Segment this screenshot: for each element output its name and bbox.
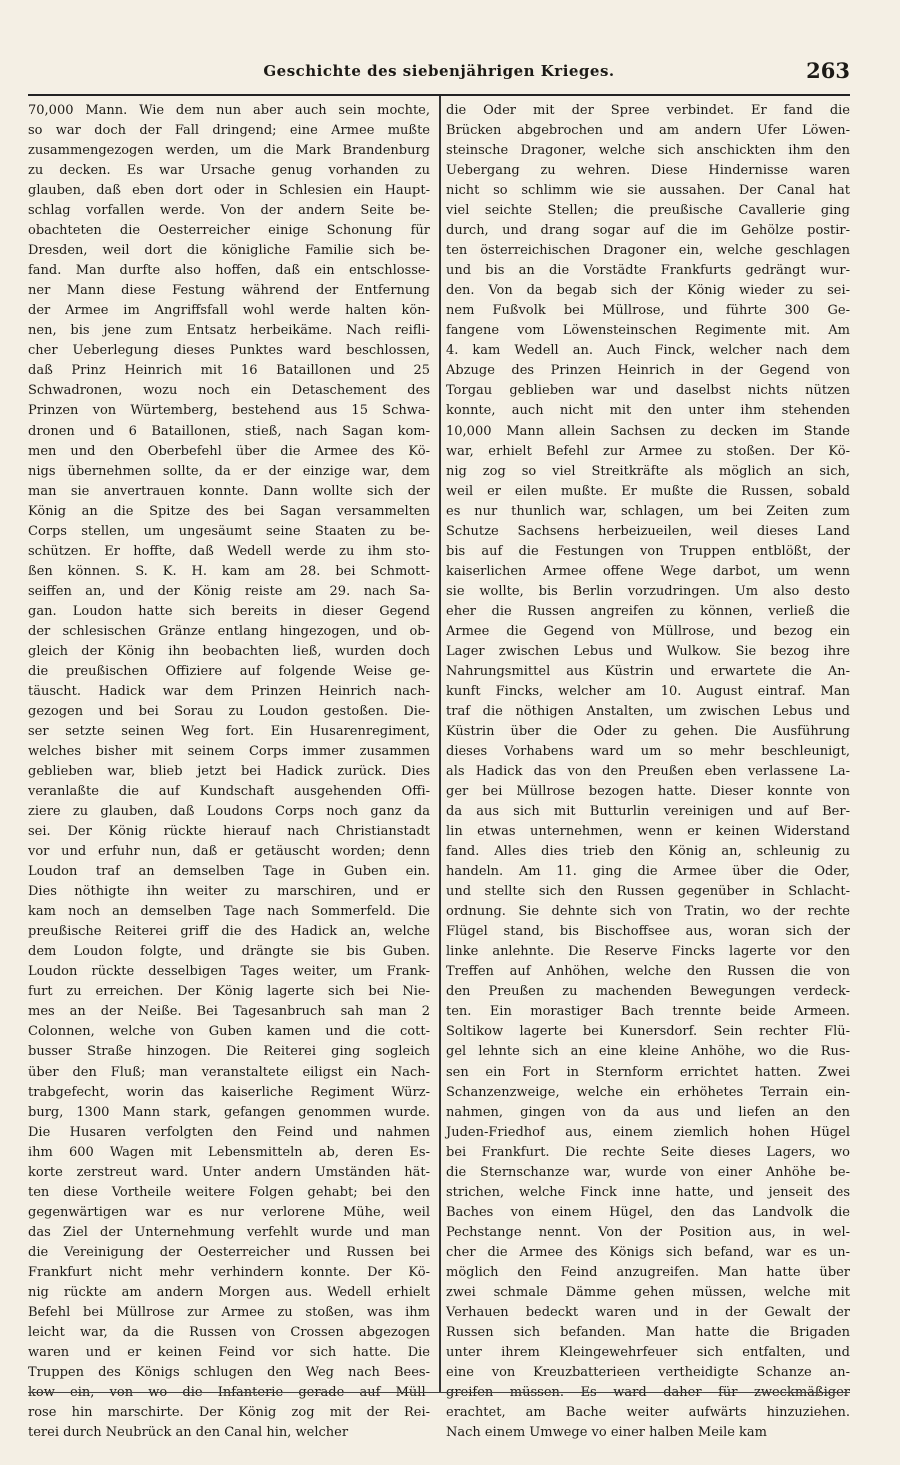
text-line: und bis an die Vorstädte Frankfurts gedrängt wur-	[446, 263, 850, 279]
text-line: Brücken abgebrochen und am andern Ufer Löwen-	[446, 123, 850, 139]
text-line: sie wollte, bis Berlin vorzudringen. Um also desto	[446, 583, 850, 599]
text-line: cher Ueberlegung dieses Punktes ward beschlossen,	[28, 343, 430, 359]
text-line: lin etwas unternehmen, wenn er keinen Widerstand	[446, 824, 850, 840]
text-line: rose hin marschirte. Der König zog mit der Rei-	[28, 1405, 430, 1421]
text-line: dronen und 6 Bataillonen, stieß, nach Sagan kom-	[28, 423, 430, 439]
text-line: geblieben war, blieb jetzt bei Hadick zurück. Dies	[28, 764, 430, 780]
column-divider	[439, 96, 441, 1392]
text-line: Schutze Sachsens herbeizueilen, weil dieses Land	[446, 523, 850, 539]
text-line: dem Loudon folgte, und drängte sie bis Guben.	[28, 944, 430, 960]
text-line: die preußischen Offiziere auf folgende Weise ge-	[28, 663, 430, 679]
text-line: nig rückte am andern Morgen aus. Wedell erhielt	[28, 1284, 430, 1300]
text-line: leicht war, da die Russen von Crossen abgezogen	[28, 1324, 430, 1340]
text-line: trabgefecht, worin das kaiserliche Regiment Würz-	[28, 1084, 430, 1100]
text-line: schlag vorfallen werde. Von der andern Seite be-	[28, 203, 430, 219]
text-line: preußische Reiterei griff die des Hadick an, welche	[28, 924, 430, 940]
text-line: dieses Vorhabens ward um so mehr beschleunigt,	[446, 744, 850, 759]
text-line: Schwadronen, wozu noch ein Detaschement des	[28, 383, 430, 399]
text-line: greifen müssen. Es ward daher für zweckmäßiger	[446, 1385, 850, 1400]
text-line: und stellte sich den Russen gegenüber in Schlacht-	[446, 884, 850, 900]
text-line: furt zu erreichen. Der König lagerte sich bei Nie-	[28, 984, 430, 1000]
text-line: cher die Armee des Königs sich befand, war es un-	[446, 1244, 850, 1260]
text-line: so war doch der Fall dringend; eine Armee mußte	[28, 123, 430, 139]
text-line: Verhauen bedeckt waren und in der Gewalt der	[446, 1304, 850, 1320]
text-line: Schanzenzweige, welche ein erhöhetes Terrain ein-	[446, 1084, 850, 1100]
text-line: Colonnen, welche von Guben kamen und die cott-	[28, 1024, 430, 1040]
text-line: Dies nöthigte ihn weiter zu marschiren, und er	[28, 884, 430, 900]
page-number: 263	[806, 58, 850, 83]
text-line: zu decken. Es war Ursache genug vorhanden zu	[28, 163, 430, 179]
text-line: waren und er keinen Feind vor sich hatte. Die	[28, 1344, 430, 1360]
text-line: erachtet, am Bache weiter aufwärts hinzuziehen.	[446, 1405, 850, 1421]
text-line: Befehl bei Müllrose zur Armee zu stoßen, was ihm	[28, 1304, 430, 1320]
text-line: nahmen, gingen von da aus und liefen an den	[446, 1104, 850, 1120]
text-line: sen ein Fort in Sternform errichtet hatten. Zwei	[446, 1064, 850, 1080]
text-line: das Ziel der Unternehmung verfehlt wurde und man	[28, 1224, 430, 1240]
text-line: ner Mann diese Festung während der Entfernung	[28, 283, 430, 299]
text-line: welches bisher mit seinem Corps immer zusammen	[28, 744, 430, 759]
text-line: men und den Oberbefehl über die Armee des Kö-	[28, 443, 430, 459]
text-line: nigs übernehmen sollte, da er der einzige war, dem	[28, 463, 430, 479]
text-line: 10,000 Mann allein Sachsen zu decken im Stande	[446, 423, 850, 439]
text-line: Uebergang zu wehren. Diese Hindernisse waren	[446, 163, 850, 179]
left-column	[28, 101, 430, 1441]
text-line: burg, 1300 Mann stark, gefangen genommen wurde.	[28, 1104, 430, 1120]
text-line: mes an der Neiße. Bei Tagesanbruch sah man 2	[28, 1004, 430, 1020]
text-line: den. Von da begab sich der König wieder zu sei-	[446, 283, 850, 299]
text-line: bis auf die Festungen von Truppen entblößt, der	[446, 543, 850, 559]
text-line: nen, bis jene zum Entsatz herbeikäme. Nach reifli-	[28, 323, 430, 339]
text-line: Corps stellen, um ungesäumt seine Staaten zu be-	[28, 523, 430, 539]
text-line: die Sternschanze war, wurde von einer Anhöhe be-	[446, 1164, 850, 1180]
text-line: 70,000 Mann. Wie dem nun aber auch sein mochte,	[28, 103, 430, 118]
text-line: war, erhielt Befehl zur Armee zu stoßen. Der Kö-	[446, 443, 850, 459]
text-line: zusammengezogen werden, um die Mark Brandenburg	[28, 143, 430, 159]
text-line: Pechstange nennt. Von der Position aus, in wel-	[446, 1224, 850, 1240]
text-line: traf die nöthigen Anstalten, um zwischen Lebus und	[446, 703, 850, 719]
text-line: gezogen und bei Sorau zu Loudon gestoßen. Die-	[28, 703, 430, 719]
text-line: handeln. Am 11. ging die Armee über die Oder,	[446, 864, 850, 880]
text-line: möglich den Feind anzugreifen. Man hatte über	[446, 1264, 850, 1280]
right-column	[446, 101, 850, 1441]
text-line: Frankfurt nicht mehr verhindern konnte. Der Kö-	[28, 1264, 430, 1280]
text-line: Soltikow lagerte bei Kunersdorf. Sein rechter Flü-	[446, 1024, 850, 1040]
text-line: Küstrin über die Oder zu gehen. Die Ausführung	[446, 723, 850, 739]
text-line: Loudon rückte desselbigen Tages weiter, um Frank-	[28, 964, 430, 980]
text-line: eine von Kreuzbatterieen vertheidigte Schanze an-	[446, 1364, 850, 1380]
text-line: Flügel stand, bis Bischoffsee aus, woran sich der	[446, 924, 850, 940]
text-line: als Hadick das von den Preußen eben verlassene La-	[446, 764, 850, 780]
text-line: Die Husaren verfolgten den Feind und nahmen	[28, 1124, 430, 1140]
text-line: Armee die Gegend von Müllrose, und bezog ein	[446, 623, 850, 639]
text-line: seiffen an, und der König reiste am 29. nach Sa-	[28, 583, 430, 599]
text-line: fand. Man durfte also hoffen, daß ein entschlosse-	[28, 263, 430, 279]
text-line: Lager zwischen Lebus und Wulkow. Sie bezog ihre	[446, 643, 850, 659]
text-line: veranlaßte die auf Kundschaft ausgehenden Offi-	[28, 784, 430, 800]
text-line: weil er eilen mußte. Er mußte die Russen, sobald	[446, 483, 850, 499]
text-line: kaiserlichen Armee offene Wege darbot, um wenn	[446, 563, 850, 579]
text-line: 4. kam Wedell an. Auch Finck, welcher nach dem	[446, 343, 850, 359]
text-line: kam noch an demselben Tage nach Sommerfeld. Die	[28, 904, 430, 920]
text-line: Baches von einem Hügel, den das Landvolk die	[446, 1204, 850, 1220]
text-line: Nahrungsmittel aus Küstrin und erwartete die An-	[446, 663, 850, 679]
text-line: sei. Der König rückte hierauf nach Christianstadt	[28, 824, 430, 840]
text-line: konnte, auch nicht mit den unter ihm stehenden	[446, 403, 850, 419]
text-line: es nur thunlich war, schlagen, um bei Zeiten zum	[446, 503, 850, 519]
text-line: ihm 600 Wagen mit Lebensmitteln ab, deren Es-	[28, 1144, 430, 1160]
text-line: ger bei Müllrose bezogen hatte. Dieser konnte von	[446, 784, 850, 800]
text-line: ten diese Vortheile weitere Folgen gehabt; bei den	[28, 1184, 430, 1200]
text-line: Nach einem Umwege vo einer halben Meile kam	[446, 1425, 768, 1441]
text-line: unter ihrem Kleingewehrfeuer sich entfalten, und	[446, 1344, 850, 1360]
text-line: fangene vom Löwensteinschen Regimente mit. Am	[446, 323, 850, 339]
text-line: schützen. Er hoffte, daß Wedell werde zu ihm sto-	[28, 543, 430, 559]
text-line: nicht so schlimm wie sie aussahen. Der Canal hat	[446, 183, 850, 199]
text-line: gan. Loudon hatte sich bereits in dieser Gegend	[28, 603, 430, 619]
text-line: kow ein, von wo die Infanterie gerade auf Müll-	[28, 1385, 430, 1400]
text-line: korte zerstreut ward. Unter andern Umständen hät-	[28, 1164, 430, 1180]
text-line: fand. Alles dies trieb den König an, schleunig zu	[446, 844, 850, 860]
page-header	[28, 58, 850, 94]
text-line: nem Fußvolk bei Müllrose, und führte 300 Ge-	[446, 303, 850, 319]
text-line: Dresden, weil dort die königliche Familie sich be-	[28, 243, 430, 259]
text-line: die Oder mit der Spree verbindet. Er fand die	[446, 103, 850, 118]
text-line: Prinzen von Würtemberg, bestehend aus 15 Schwa-	[28, 403, 430, 419]
text-line: der schlesischen Gränze entlang hingezogen, und ob-	[28, 623, 430, 639]
text-line: täuscht. Hadick war dem Prinzen Heinrich nach-	[28, 683, 430, 699]
text-line: ser setzte seinen Weg fort. Ein Husarenregiment,	[28, 723, 430, 739]
text-line: ten österreichischen Dragoner ein, welche geschlagen	[446, 243, 850, 259]
text-line: gleich der König ihn beobachten ließ, wurden doch	[28, 643, 430, 659]
text-line: der Armee im Angriffsfall wohl werde halten kön-	[28, 303, 430, 319]
text-line: gegenwärtigen war es nur verlorene Mühe, weil	[28, 1204, 430, 1220]
text-line: linke anlehnte. Die Reserve Fincks lagerte vor den	[446, 944, 850, 960]
text-line: busser Straße hinzogen. Die Reiterei ging sogleich	[28, 1044, 430, 1060]
text-line: ziere zu glauben, daß Loudons Corps noch ganz da	[28, 804, 430, 820]
text-line: ten. Ein morastiger Bach trennte beide Armeen.	[446, 1004, 850, 1020]
text-line: ordnung. Sie dehnte sich von Tratin, wo der rechte	[446, 904, 850, 920]
text-line: man sie anvertrauen konnte. Dann wollte sich der	[28, 483, 430, 499]
text-line: terei durch Neubrück an den Canal hin, welcher	[28, 1425, 349, 1441]
text-line: obachteten die Oesterreicher einige Schonung für	[28, 223, 430, 239]
text-line: durch, und drang sogar auf die im Gehölze postir-	[446, 223, 850, 239]
text-line: Russen sich befanden. Man hatte die Brigaden	[446, 1324, 850, 1340]
text-line: König an die Spitze des bei Sagan versammelten	[28, 503, 430, 519]
text-line: viel seichte Stellen; die preußische Cavallerie ging	[446, 203, 850, 219]
text-line: Treffen auf Anhöhen, welche den Russen die von	[446, 964, 850, 980]
text-line: vor und erfuhr nun, daß er getäuscht worden; denn	[28, 844, 430, 860]
text-line: da aus sich mit Butturlin vereinigen und auf Ber-	[446, 804, 850, 820]
text-line: eher die Russen angreifen zu können, verließ die	[446, 603, 850, 619]
text-line: bei Frankfurt. Die rechte Seite dieses Lagers, wo	[446, 1144, 850, 1160]
text-line: Abzuge des Prinzen Heinrich in der Gegend von	[446, 363, 850, 379]
text-line: glauben, daß eben dort oder in Schlesien ein Haupt-	[28, 183, 430, 199]
footer-rule	[28, 1392, 850, 1393]
text-line: gel lehnte sich an eine kleine Anhöhe, wo die Rus-	[446, 1044, 850, 1060]
text-line: daß Prinz Heinrich mit 16 Bataillonen und 25	[28, 363, 430, 379]
text-line: steinsche Dragoner, welche sich anschickten ihm den	[446, 143, 850, 159]
running-title: Geschichte des siebenjährigen Krieges.	[263, 62, 615, 80]
text-line: Juden-Friedhof aus, einem ziemlich hohen Hügel	[446, 1124, 850, 1140]
text-line: kunft Fincks, welcher am 10. August eintraf. Man	[446, 683, 850, 699]
text-line: Torgau geblieben war und daselbst nichts nützen	[446, 383, 850, 399]
text-line: den Preußen zu machenden Bewegungen verdeck-	[446, 984, 850, 1000]
text-line: über den Fluß; man veranstaltete eiligst ein Nach-	[28, 1064, 430, 1080]
text-line: zwei schmale Dämme gehen müssen, welche mit	[446, 1284, 850, 1300]
text-line: Truppen des Königs schlugen den Weg nach Bees-	[28, 1364, 430, 1380]
text-line: strichen, welche Finck inne hatte, und jenseit des	[446, 1184, 850, 1200]
text-line: die Vereinigung der Oesterreicher und Russen bei	[28, 1244, 430, 1260]
text-line: Loudon traf an demselben Tage in Guben ein.	[28, 864, 430, 880]
text-line: nig zog so viel Streitkräfte als möglich an sich,	[446, 463, 850, 479]
text-line: ßen können. S. K. H. kam am 28. bei Schmott-	[28, 563, 430, 579]
